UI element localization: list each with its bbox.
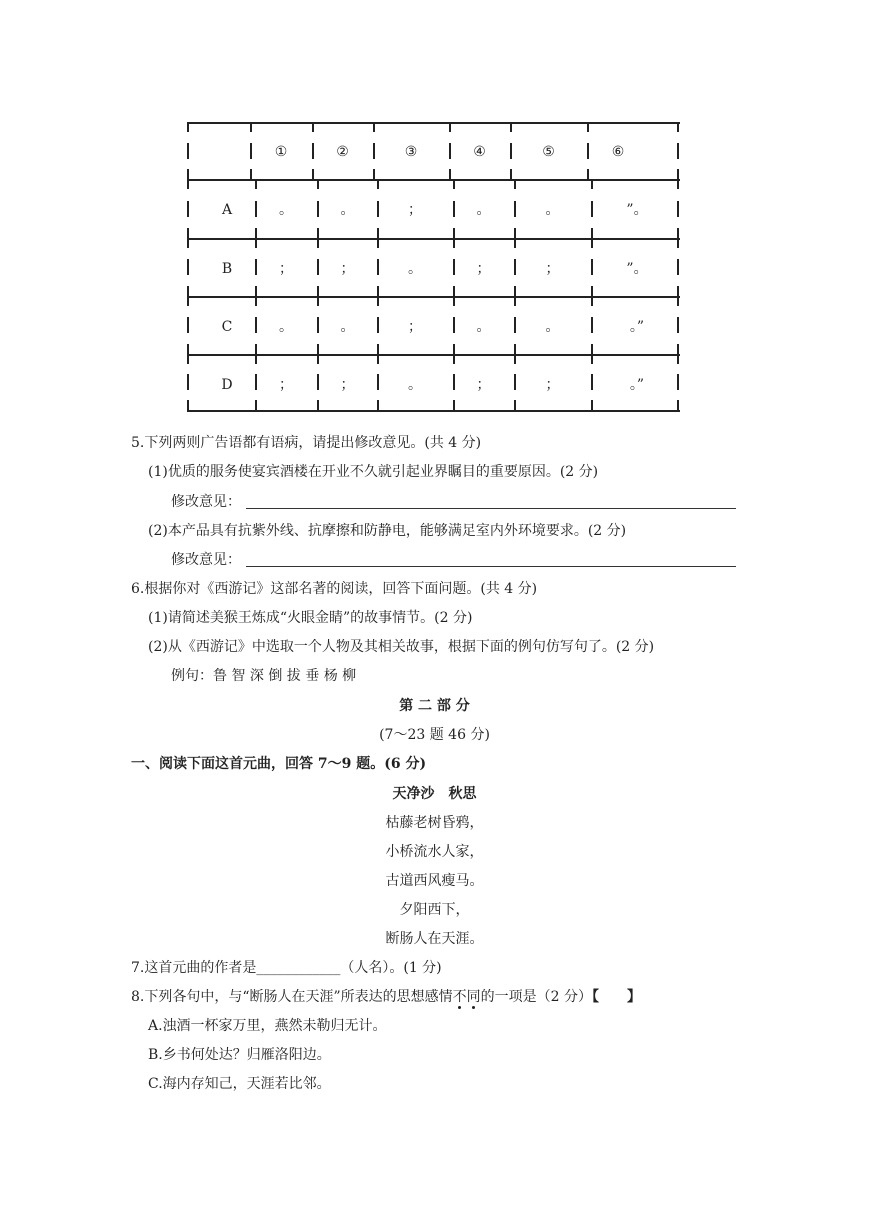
option-a: A.浊酒一杯家万里，燕然未勒归无计。 <box>148 1018 387 1034</box>
table-divider <box>255 296 257 306</box>
table-divider <box>591 317 593 333</box>
table-divider <box>591 344 593 354</box>
table-divider <box>453 400 455 410</box>
table-cell: 。 <box>408 261 422 277</box>
table-divider <box>312 169 314 179</box>
table-divider <box>250 169 252 179</box>
table-divider <box>255 179 257 189</box>
option-c: C.海内存知己，天涯若比邻。 <box>148 1076 331 1092</box>
table-divider <box>187 354 189 364</box>
question-8-text: 8.下列各句中，与“断肠人在天涯”所表达的思想感情 <box>131 989 453 1005</box>
table-divider <box>677 259 679 275</box>
table-cell: ； <box>279 261 293 277</box>
table-cell: ”。 <box>626 202 648 218</box>
table-divider <box>373 122 375 132</box>
table-divider <box>514 400 516 410</box>
table-divider <box>187 179 189 189</box>
table-divider <box>677 374 679 390</box>
table-cell: ； <box>545 261 560 277</box>
table-divider <box>677 296 679 306</box>
table-divider <box>587 122 589 132</box>
table-divider <box>677 238 679 248</box>
table-divider <box>591 374 593 390</box>
table-divider <box>317 286 319 296</box>
table-divider <box>317 296 319 306</box>
table-divider <box>187 228 189 238</box>
table-divider <box>453 238 455 248</box>
table-divider <box>453 296 455 306</box>
table-cell: ； <box>545 377 560 393</box>
table-cell: ； <box>340 377 355 393</box>
table-divider <box>677 228 679 238</box>
table-divider <box>377 179 379 189</box>
table-cell: 。 <box>279 202 293 218</box>
poem-line: 断肠人在天涯。 <box>385 931 484 947</box>
table-cell: ”。 <box>626 261 648 277</box>
table-divider <box>591 201 593 217</box>
table-rule <box>187 410 680 412</box>
table-cell: 。 <box>340 202 355 218</box>
section-heading: 一、阅读下面这首元曲，回答 7～9 题。(6 分) <box>131 756 427 772</box>
table-divider <box>453 179 455 189</box>
question-6-sub1: (1)请简述美猴王炼成“火眼金睛”的故事情节。(2 分) <box>148 610 473 626</box>
table-cell: 。 <box>340 319 355 335</box>
table-divider <box>255 354 257 364</box>
table-divider <box>677 286 679 296</box>
table-divider <box>591 286 593 296</box>
header-cell: ① <box>274 144 288 160</box>
table-divider <box>514 286 516 296</box>
answer-line-2[interactable] <box>246 566 736 567</box>
table-cell: 。 <box>476 319 491 335</box>
poem-line: 枯藤老树昏鸦， <box>385 815 484 831</box>
table-divider <box>187 286 189 296</box>
table-cell: ； <box>476 261 491 277</box>
header-cell: ⑥ <box>611 144 625 160</box>
table-divider <box>514 354 516 364</box>
table-divider <box>377 286 379 296</box>
table-divider <box>591 296 593 306</box>
table-cell: 。” <box>629 319 645 335</box>
table-divider <box>449 122 451 132</box>
revision-label-2: 修改意见： <box>171 552 241 568</box>
table-rule <box>187 354 680 356</box>
table-rule <box>187 179 680 181</box>
emphasis-char: 同 <box>466 989 481 1005</box>
table-cell: ； <box>408 319 422 335</box>
table-divider <box>677 317 679 333</box>
punctuation-table <box>187 122 680 412</box>
header-cell: ③ <box>404 144 418 160</box>
option-b: B.乡书何处达？归雁洛阳边。 <box>148 1047 331 1063</box>
question-5-sub2: (2)本产品具有抗紫外线、抗摩擦和防静电，能够满足室内外环境要求。(2 分) <box>148 523 627 539</box>
question-8-suffix: 的一项是（2 分） <box>480 989 593 1005</box>
table-divider <box>591 228 593 238</box>
table-divider <box>250 122 252 132</box>
table-divider <box>317 238 319 248</box>
table-divider <box>377 354 379 364</box>
table-divider <box>677 201 679 217</box>
header-cell: ⑤ <box>542 144 555 160</box>
table-divider <box>187 169 189 179</box>
question-6-stem: 6.根据你对《西游记》这部名著的阅读，回答下面问题。(共 4 分) <box>131 581 538 597</box>
poem-line: 小桥流水人家， <box>385 844 484 860</box>
question-5-sub1: (1)优质的服务使宴宾酒楼在开业不久就引起业界瞩目的重要原因。(2 分) <box>148 464 599 480</box>
row-label: B <box>221 261 233 277</box>
table-cell: ； <box>476 377 491 393</box>
row-label: D <box>221 377 233 393</box>
table-divider <box>677 344 679 354</box>
answer-line-1[interactable] <box>246 508 736 509</box>
row-label: A <box>221 202 233 218</box>
table-cell: ； <box>279 377 293 393</box>
poem-title: 天净沙 秋思 <box>392 786 477 802</box>
poem-line: 夕阳西下， <box>399 902 470 918</box>
table-divider <box>677 400 679 410</box>
answer-blank[interactable]: ____________ <box>256 960 341 976</box>
table-divider <box>514 228 516 238</box>
table-cell: 。 <box>545 319 560 335</box>
table-cell: 。 <box>408 377 422 393</box>
table-divider <box>514 179 516 189</box>
table-divider <box>187 296 189 306</box>
table-divider <box>677 122 679 132</box>
table-divider <box>317 400 319 410</box>
table-divider <box>255 228 257 238</box>
table-divider <box>677 143 679 159</box>
table-divider <box>587 169 589 179</box>
question-8-stem <box>131 988 641 1006</box>
table-rule <box>187 122 680 124</box>
table-divider <box>591 179 593 189</box>
table-divider <box>317 228 319 238</box>
row-label: C <box>221 319 233 335</box>
table-divider <box>453 354 455 364</box>
table-cell: ； <box>408 202 422 218</box>
table-divider <box>514 238 516 248</box>
table-divider <box>317 354 319 364</box>
table-divider <box>591 354 593 364</box>
table-divider <box>187 344 189 354</box>
part-subtitle: (7～23 题 46 分) <box>379 727 490 743</box>
table-divider <box>317 179 319 189</box>
table-divider <box>312 122 314 132</box>
table-divider <box>677 169 679 179</box>
table-divider <box>255 286 257 296</box>
table-divider <box>449 169 451 179</box>
table-divider <box>373 169 375 179</box>
table-divider <box>510 122 512 132</box>
table-divider <box>677 354 679 364</box>
table-cell: ； <box>340 261 355 277</box>
table-cell: 。 <box>545 202 560 218</box>
table-divider <box>591 238 593 248</box>
table-divider <box>510 169 512 179</box>
table-divider <box>377 296 379 306</box>
table-divider <box>591 259 593 275</box>
table-divider <box>453 344 455 354</box>
poem-line: 古道西风瘦马。 <box>385 873 484 889</box>
table-divider <box>453 286 455 296</box>
part-title: 第 二 部 分 <box>399 698 470 714</box>
table-rule <box>187 238 680 240</box>
header-cell: ② <box>336 144 349 160</box>
table-divider <box>255 344 257 354</box>
table-cell: 。” <box>629 377 645 393</box>
table-divider <box>255 400 257 410</box>
table-divider <box>377 344 379 354</box>
revision-label-1: 修改意见： <box>171 494 241 510</box>
table-divider <box>453 228 455 238</box>
question-5-stem: 5.下列两则广告语都有语病，请提出修改意见。(共 4 分) <box>131 435 482 451</box>
table-cell: 。 <box>279 319 293 335</box>
table-divider <box>377 238 379 248</box>
table-divider <box>187 122 189 132</box>
header-cell: ④ <box>473 144 486 160</box>
question-6-sub2: (2)从《西游记》中选取一个人物及其相关故事，根据下面的例句仿写句了。(2 分) <box>148 639 655 655</box>
table-divider <box>377 400 379 410</box>
emphasis-char: 不 <box>452 989 467 1005</box>
table-divider <box>187 238 189 248</box>
table-rule <box>187 296 680 298</box>
table-divider <box>591 400 593 410</box>
question-7-suffix: （人名）。(1 分) <box>340 960 442 976</box>
table-divider <box>187 143 189 159</box>
question-7 <box>131 959 442 977</box>
table-divider <box>255 238 257 248</box>
table-divider <box>377 228 379 238</box>
table-divider <box>317 344 319 354</box>
example-sentence: 例句：鲁 智 深 倒 拔 垂 杨 柳 <box>171 668 357 684</box>
table-divider <box>187 400 189 410</box>
table-divider <box>514 296 516 306</box>
answer-bracket[interactable]: 【 】 <box>592 989 642 1005</box>
table-divider <box>514 344 516 354</box>
table-divider <box>677 179 679 189</box>
question-7-text: 7.这首元曲的作者是 <box>131 960 257 976</box>
table-cell: 。 <box>476 202 491 218</box>
